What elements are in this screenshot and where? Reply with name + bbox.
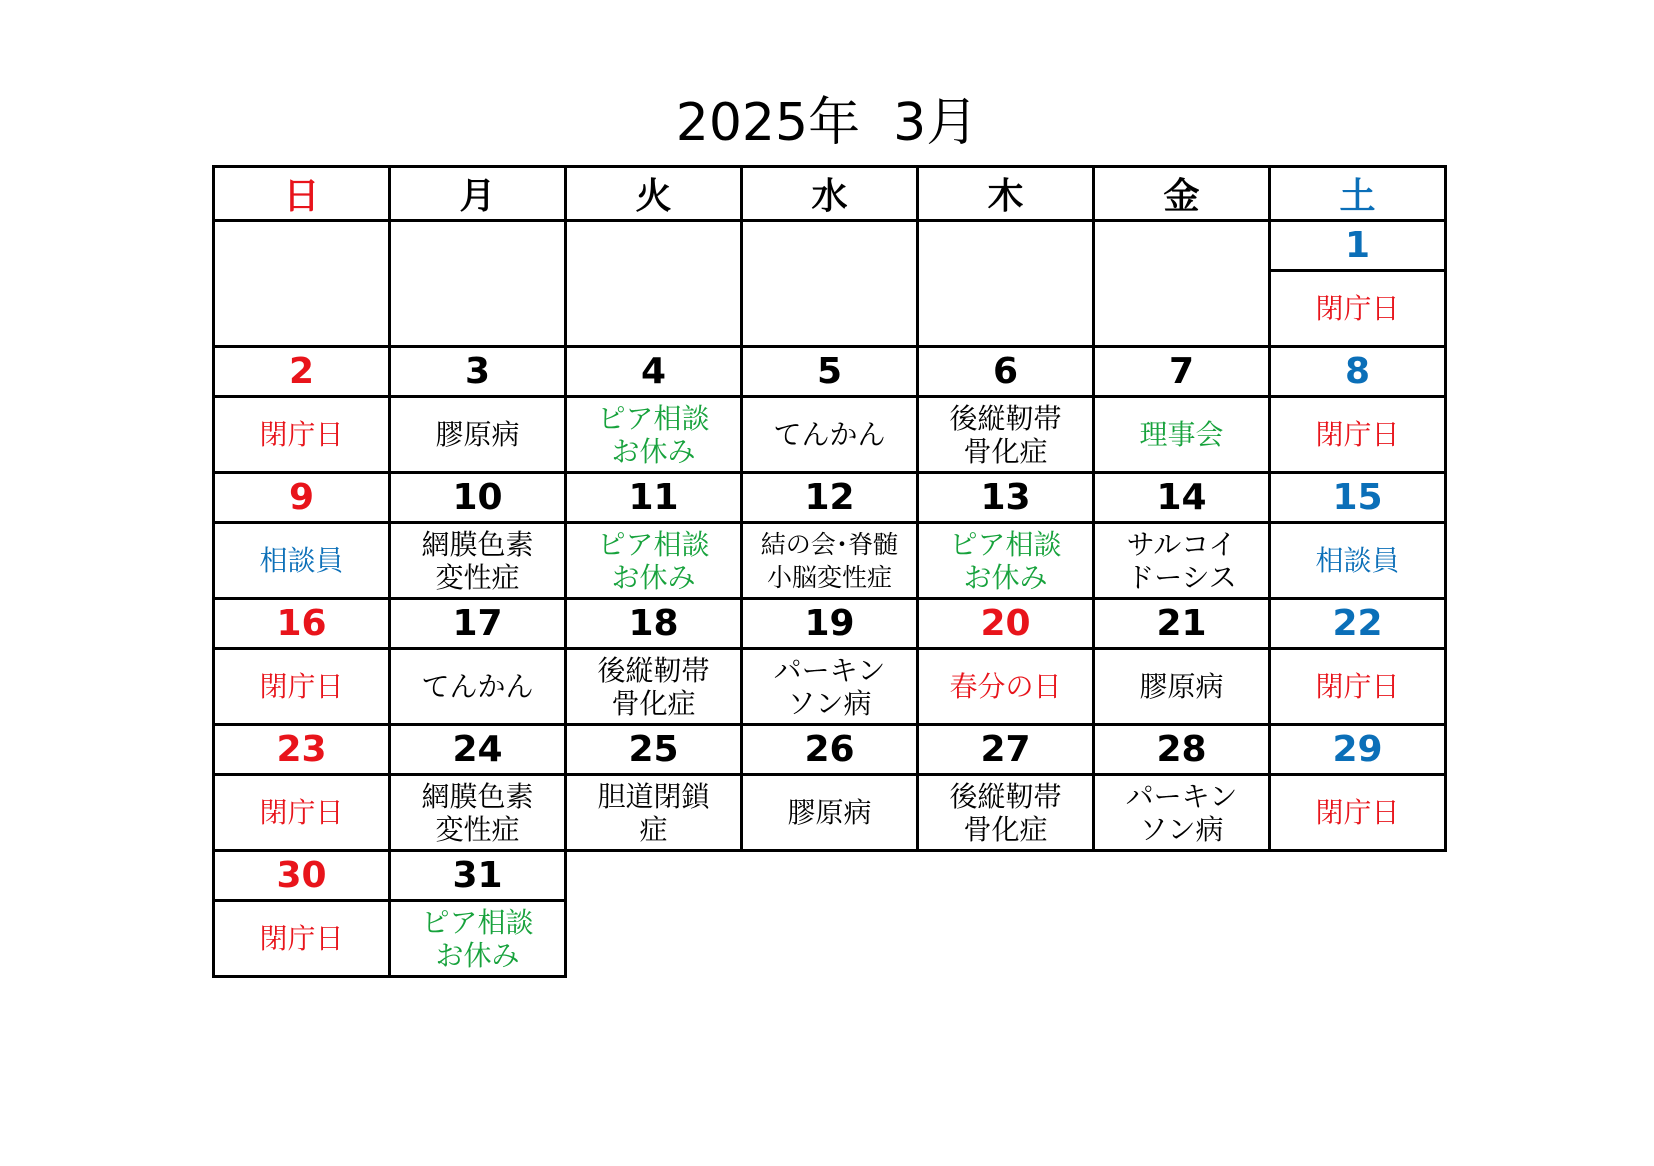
- day-number: 10: [390, 473, 566, 523]
- empty-cell: [1270, 851, 1446, 901]
- week5-event-row: [214, 775, 1446, 851]
- day-number: 25: [566, 725, 742, 775]
- day-event: てんかん: [390, 649, 566, 725]
- weekday-fri: 金: [1094, 167, 1270, 221]
- day-number: 1: [1270, 221, 1446, 271]
- week3-day-row: [214, 473, 1446, 523]
- week1-day-row: [214, 221, 1446, 271]
- week5-day-row: [214, 725, 1446, 775]
- day-event: 閉庁日: [214, 901, 390, 977]
- week2-event-row: [214, 397, 1446, 473]
- title-month: 3月: [893, 93, 979, 153]
- calendar-title: [0, 90, 1654, 156]
- weekday-wed: 水: [742, 167, 918, 221]
- day-number: 28: [1094, 725, 1270, 775]
- week4-day-row: [214, 599, 1446, 649]
- weekday-thu: 木: [918, 167, 1094, 221]
- day-event: 閉庁日: [1270, 271, 1446, 347]
- day-number: 2: [214, 347, 390, 397]
- week6-day-row: [214, 851, 1446, 901]
- day-number: 23: [214, 725, 390, 775]
- weekday-header-row: [214, 167, 1446, 221]
- day-event: ピア相談 お休み: [566, 397, 742, 473]
- day-number: 8: [1270, 347, 1446, 397]
- day-event: サルコイ ドーシス: [1094, 523, 1270, 599]
- day-event: ピア相談 お休み: [918, 523, 1094, 599]
- weekday-mon: 月: [390, 167, 566, 221]
- day-number: 17: [390, 599, 566, 649]
- day-number: 7: [1094, 347, 1270, 397]
- day-event: てんかん: [742, 397, 918, 473]
- day-number: 16: [214, 599, 390, 649]
- day-event: 閉庁日: [214, 649, 390, 725]
- day-number: 22: [1270, 599, 1446, 649]
- day-event: 網膜色素 変性症: [390, 523, 566, 599]
- day-event: 胆道閉鎖 症: [566, 775, 742, 851]
- weekday-sun: 日: [214, 167, 390, 221]
- day-number: 24: [390, 725, 566, 775]
- weekday-sat: 土: [1270, 167, 1446, 221]
- day-event: 膠原病: [1094, 649, 1270, 725]
- empty-cell: [566, 901, 742, 977]
- title-year: 2025年: [675, 93, 861, 153]
- day-number: 29: [1270, 725, 1446, 775]
- day-number: 6: [918, 347, 1094, 397]
- empty-cell: [1094, 901, 1270, 977]
- day-number: 12: [742, 473, 918, 523]
- day-event: 網膜色素 変性症: [390, 775, 566, 851]
- day-number: 14: [1094, 473, 1270, 523]
- day-event: ピア相談 お休み: [566, 523, 742, 599]
- day-number: 18: [566, 599, 742, 649]
- empty-cell: [214, 221, 390, 347]
- day-number: 4: [566, 347, 742, 397]
- day-event: 閉庁日: [1270, 775, 1446, 851]
- day-number: 3: [390, 347, 566, 397]
- day-event: 閉庁日: [214, 775, 390, 851]
- day-event: パーキン ソン病: [742, 649, 918, 725]
- empty-cell: [918, 851, 1094, 901]
- day-number: 30: [214, 851, 390, 901]
- day-number: 31: [390, 851, 566, 901]
- day-number: 5: [742, 347, 918, 397]
- week4-event-row: [214, 649, 1446, 725]
- empty-cell: [918, 221, 1094, 347]
- day-event: 後縦靭帯 骨化症: [918, 397, 1094, 473]
- day-event: 閉庁日: [1270, 649, 1446, 725]
- day-number: 19: [742, 599, 918, 649]
- empty-cell: [390, 221, 566, 347]
- day-event: ピア相談 お休み: [390, 901, 566, 977]
- week2-day-row: [214, 347, 1446, 397]
- day-number: 15: [1270, 473, 1446, 523]
- week3-event-row: [214, 523, 1446, 599]
- day-event: 閉庁日: [214, 397, 390, 473]
- weekday-tue: 火: [566, 167, 742, 221]
- empty-cell: [918, 901, 1094, 977]
- day-event: 閉庁日: [1270, 397, 1446, 473]
- day-number: 13: [918, 473, 1094, 523]
- day-event: 結の会･脊髄 小脳変性症: [742, 523, 918, 599]
- day-event: 相談員: [1270, 523, 1446, 599]
- day-number: 21: [1094, 599, 1270, 649]
- day-number: 26: [742, 725, 918, 775]
- day-number: 9: [214, 473, 390, 523]
- empty-cell: [742, 901, 918, 977]
- day-event: 後縦靭帯 骨化症: [918, 775, 1094, 851]
- empty-cell: [1094, 851, 1270, 901]
- day-event: 膠原病: [390, 397, 566, 473]
- calendar-table: [212, 165, 1447, 978]
- day-event: 相談員: [214, 523, 390, 599]
- day-number: 27: [918, 725, 1094, 775]
- day-event: 後縦靭帯 骨化症: [566, 649, 742, 725]
- empty-cell: [1270, 901, 1446, 977]
- empty-cell: [1094, 221, 1270, 347]
- empty-cell: [566, 221, 742, 347]
- empty-cell: [742, 221, 918, 347]
- day-number: 11: [566, 473, 742, 523]
- empty-cell: [566, 851, 742, 901]
- day-event: 春分の日: [918, 649, 1094, 725]
- day-event: パーキン ソン病: [1094, 775, 1270, 851]
- empty-cell: [742, 851, 918, 901]
- day-event: 理事会: [1094, 397, 1270, 473]
- week6-event-row: [214, 901, 1446, 977]
- day-event: 膠原病: [742, 775, 918, 851]
- day-number: 20: [918, 599, 1094, 649]
